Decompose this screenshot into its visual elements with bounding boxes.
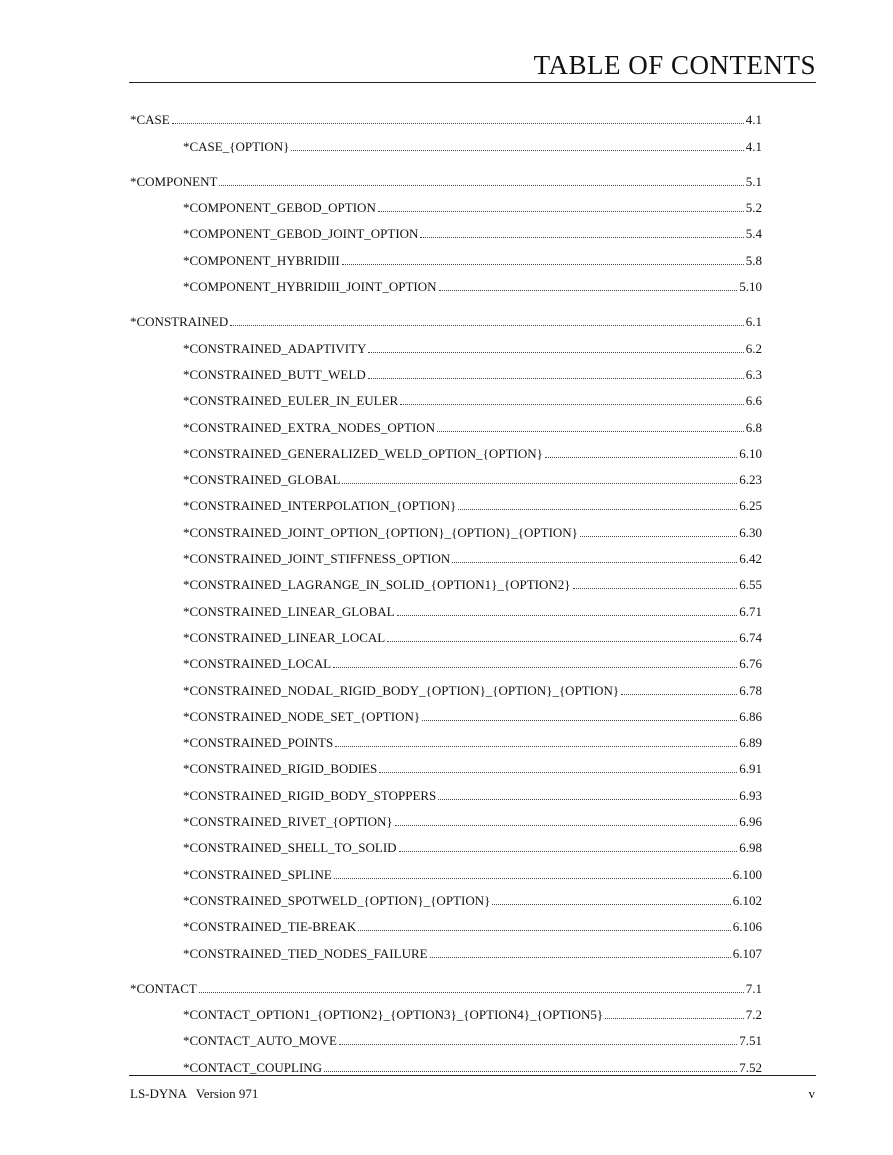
toc-entry-label: *COMPONENT_GEBOD_JOINT_OPTION (183, 226, 419, 242)
toc-entry-page: 6.93 (739, 787, 762, 803)
toc-entry-page: 6.6 (745, 393, 762, 409)
toc-subentry[interactable] (130, 619, 762, 645)
toc-entry-page: 6.71 (739, 603, 762, 619)
toc-entry-label: *CONSTRAINED_JOINT_STIFFNESS_OPTION (183, 551, 451, 567)
dot-leader (219, 185, 743, 186)
dot-leader (379, 772, 737, 773)
toc-entry-label: *CONSTRAINED_GLOBAL (183, 472, 341, 488)
toc-entry-label: *CONSTRAINED_INTERPOLATION_{OPTION} (183, 498, 457, 514)
toc-subentry[interactable] (130, 671, 762, 697)
toc-entry-label: *COMPONENT_HYBRIDIII (183, 252, 340, 268)
toc-entry-label: *CONSTRAINED_SPLINE (183, 866, 332, 882)
toc-entry-page: 6.8 (745, 419, 762, 435)
toc-entry-page: 5.1 (745, 173, 762, 189)
toc-subentry[interactable] (130, 356, 762, 382)
toc-subentry[interactable] (130, 329, 762, 355)
toc-entry-label: *CONTACT_OPTION1_{OPTION2}_{OPTION3}_{OPTION4}_{OPTION5} (183, 1007, 604, 1023)
dot-leader (430, 957, 731, 958)
toc-entry-label: *CONSTRAINED_LAGRANGE_IN_SOLID_{OPTION1}_{OPTION2} (183, 577, 571, 593)
toc-entry-page: 6.89 (739, 735, 762, 751)
dot-leader (368, 352, 743, 353)
toc-entry-page: 6.102 (732, 892, 762, 908)
toc-entry-page: 6.55 (739, 577, 762, 593)
footer-rule (129, 1075, 816, 1076)
dot-leader (358, 930, 730, 931)
toc-entry-page: 4.1 (745, 112, 762, 128)
dot-leader (605, 1018, 744, 1019)
toc-entry-page: 6.23 (739, 472, 762, 488)
dot-leader (492, 904, 730, 905)
toc-section (130, 163, 762, 294)
toc-entry-page: 6.100 (732, 866, 762, 882)
toc-subentry[interactable] (130, 189, 762, 215)
page-title: TABLE OF CONTENTS (533, 50, 816, 80)
toc-subentry[interactable] (130, 461, 762, 487)
toc-subentry[interactable] (130, 776, 762, 802)
dot-leader (334, 878, 731, 879)
toc-entry-page: 6.1 (745, 314, 762, 330)
toc-entry-page: 6.30 (739, 524, 762, 540)
toc-subentry[interactable] (130, 215, 762, 241)
toc-entry-page: 7.2 (745, 1007, 762, 1023)
toc-entry-page: 4.1 (745, 138, 762, 154)
table-of-contents (130, 101, 762, 1084)
toc-entry-label: *COMPONENT_HYBRIDIII_JOINT_OPTION (183, 279, 437, 295)
footer-version: LS-DYNA Version 971 (130, 1086, 259, 1101)
dot-leader (397, 615, 738, 616)
toc-entry-page: 6.78 (739, 682, 762, 698)
toc-entry-page: 5.2 (745, 200, 762, 216)
toc-subentry[interactable] (130, 996, 762, 1022)
toc-entry-label: *CONSTRAINED_LOCAL (183, 656, 332, 672)
toc-entry-page: 6.98 (739, 840, 762, 856)
toc-subentry[interactable] (130, 882, 762, 908)
dot-leader (230, 325, 744, 326)
toc-subentry[interactable] (130, 724, 762, 750)
dot-leader (378, 211, 744, 212)
dot-leader (399, 851, 738, 852)
dot-leader (172, 123, 744, 124)
toc-entry-page: 6.42 (739, 551, 762, 567)
toc-entry-label: *CONSTRAINED_EULER_IN_EULER (183, 393, 399, 409)
toc-entry-label: *CONSTRAINED_TIE-BREAK (183, 919, 357, 935)
toc-subentry[interactable] (130, 435, 762, 461)
header-rule (129, 82, 816, 83)
toc-entry-page: 6.96 (739, 814, 762, 830)
toc-entry-label: *CONSTRAINED_ADAPTIVITY (183, 340, 367, 356)
toc-entry-label: *CONSTRAINED_NODAL_RIGID_BODY_{OPTION}_{OPTION}_{OPTION} (183, 682, 620, 698)
toc-subentry[interactable] (130, 127, 762, 153)
toc-entry-page: 6.74 (739, 629, 762, 645)
toc-section (130, 303, 762, 960)
dot-leader (400, 404, 744, 405)
toc-subentry[interactable] (130, 513, 762, 539)
toc-entry-page: 6.91 (739, 761, 762, 777)
dot-leader (420, 237, 743, 238)
dot-leader (573, 588, 738, 589)
toc-entry-page: 5.8 (745, 252, 762, 268)
toc-entry-label: *CONTACT (130, 980, 197, 996)
toc-subentry[interactable] (130, 855, 762, 881)
toc-entry-label: *CASE (130, 112, 170, 128)
toc-entry-label: *CONSTRAINED_RIGID_BODY_STOPPERS (183, 787, 437, 803)
toc-subentry[interactable] (130, 592, 762, 618)
toc-entry[interactable] (130, 970, 762, 996)
toc-entry-page: 7.1 (745, 980, 762, 996)
dot-leader (199, 992, 744, 993)
toc-subentry[interactable] (130, 1048, 762, 1074)
footer-page-number: v (808, 1086, 815, 1101)
toc-entry[interactable] (130, 101, 762, 127)
toc-subentry[interactable] (130, 408, 762, 434)
toc-entry-page: 7.51 (739, 1033, 762, 1049)
dot-leader (438, 799, 737, 800)
toc-entry-page: 6.25 (739, 498, 762, 514)
toc-entry-label: *CONSTRAINED_BUTT_WELD (183, 366, 366, 382)
toc-entry-label: *CONSTRAINED_RIGID_BODIES (183, 761, 378, 777)
toc-entry-label: *CASE_{OPTION} (183, 138, 290, 154)
dot-leader (291, 150, 743, 151)
toc-entry-label: *CONSTRAINED_JOINT_OPTION_{OPTION}_{OPTION}_{OPTION} (183, 524, 578, 540)
toc-subentry[interactable] (130, 934, 762, 960)
toc-subentry[interactable] (130, 1022, 762, 1048)
toc-subentry[interactable] (130, 908, 762, 934)
dot-leader (335, 746, 737, 747)
toc-entry-page: 6.10 (739, 445, 762, 461)
toc-subentry[interactable] (130, 698, 762, 724)
toc-entry-label: *CONSTRAINED_NODE_SET_{OPTION} (183, 708, 421, 724)
toc-subentry[interactable] (130, 566, 762, 592)
toc-entry-label: *CONSTRAINED_RIVET_{OPTION} (183, 814, 393, 830)
dot-leader (580, 536, 737, 537)
toc-entry-label: *CONSTRAINED (130, 314, 229, 330)
toc-entry-page: 6.106 (732, 919, 762, 935)
toc-entry-label: *COMPONENT_GEBOD_OPTION (183, 200, 376, 216)
toc-entry-label: *CONSTRAINED_LINEAR_LOCAL (183, 629, 386, 645)
dot-leader (395, 825, 738, 826)
toc-section (130, 101, 762, 154)
toc-entry-label: *COMPONENT (130, 173, 218, 189)
toc-entry-page: 6.3 (745, 366, 762, 382)
toc-entry-label: *CONSTRAINED_SHELL_TO_SOLID (183, 840, 397, 856)
toc-subentry[interactable] (130, 803, 762, 829)
toc-subentry[interactable] (130, 241, 762, 267)
toc-subentry[interactable] (130, 645, 762, 671)
toc-entry-page: 7.52 (739, 1059, 762, 1075)
toc-entry-page: 6.2 (745, 340, 762, 356)
dot-leader (324, 1071, 737, 1072)
toc-subentry[interactable] (130, 750, 762, 776)
toc-subentry[interactable] (130, 540, 762, 566)
toc-subentry[interactable] (130, 382, 762, 408)
dot-leader (439, 290, 738, 291)
toc-entry-page: 5.10 (739, 279, 762, 295)
dot-leader (437, 431, 744, 432)
toc-entry-label: *CONTACT_AUTO_MOVE (183, 1033, 337, 1049)
toc-entry-page: 6.76 (739, 656, 762, 672)
dot-leader (545, 457, 737, 458)
dot-leader (368, 378, 744, 379)
toc-entry-page: 6.86 (739, 708, 762, 724)
dot-leader (333, 667, 737, 668)
toc-entry-label: *CONSTRAINED_TIED_NODES_FAILURE (183, 945, 428, 961)
dot-leader (452, 562, 737, 563)
dot-leader (387, 641, 737, 642)
toc-subentry[interactable] (130, 487, 762, 513)
toc-entry-page: 5.4 (745, 226, 762, 242)
dot-leader (422, 720, 737, 721)
toc-entry-label: *CONSTRAINED_LINEAR_GLOBAL (183, 603, 395, 619)
toc-subentry[interactable] (130, 829, 762, 855)
toc-section (130, 970, 762, 1075)
dot-leader (339, 1044, 737, 1045)
dot-leader (458, 509, 737, 510)
dot-leader (621, 694, 737, 695)
toc-entry-page: 6.107 (732, 945, 762, 961)
toc-subentry[interactable] (130, 268, 762, 294)
toc-entry-label: *CONTACT_COUPLING (183, 1059, 323, 1075)
toc-entry-label: *CONSTRAINED_SPOTWELD_{OPTION}_{OPTION} (183, 892, 491, 908)
dot-leader (342, 264, 744, 265)
toc-entry[interactable] (130, 303, 762, 329)
dot-leader (342, 483, 737, 484)
toc-entry-label: *CONSTRAINED_GENERALIZED_WELD_OPTION_{OPTION} (183, 445, 543, 461)
toc-entry-label: *CONSTRAINED_POINTS (183, 735, 334, 751)
toc-entry[interactable] (130, 163, 762, 189)
toc-entry-label: *CONSTRAINED_EXTRA_NODES_OPTION (183, 419, 436, 435)
